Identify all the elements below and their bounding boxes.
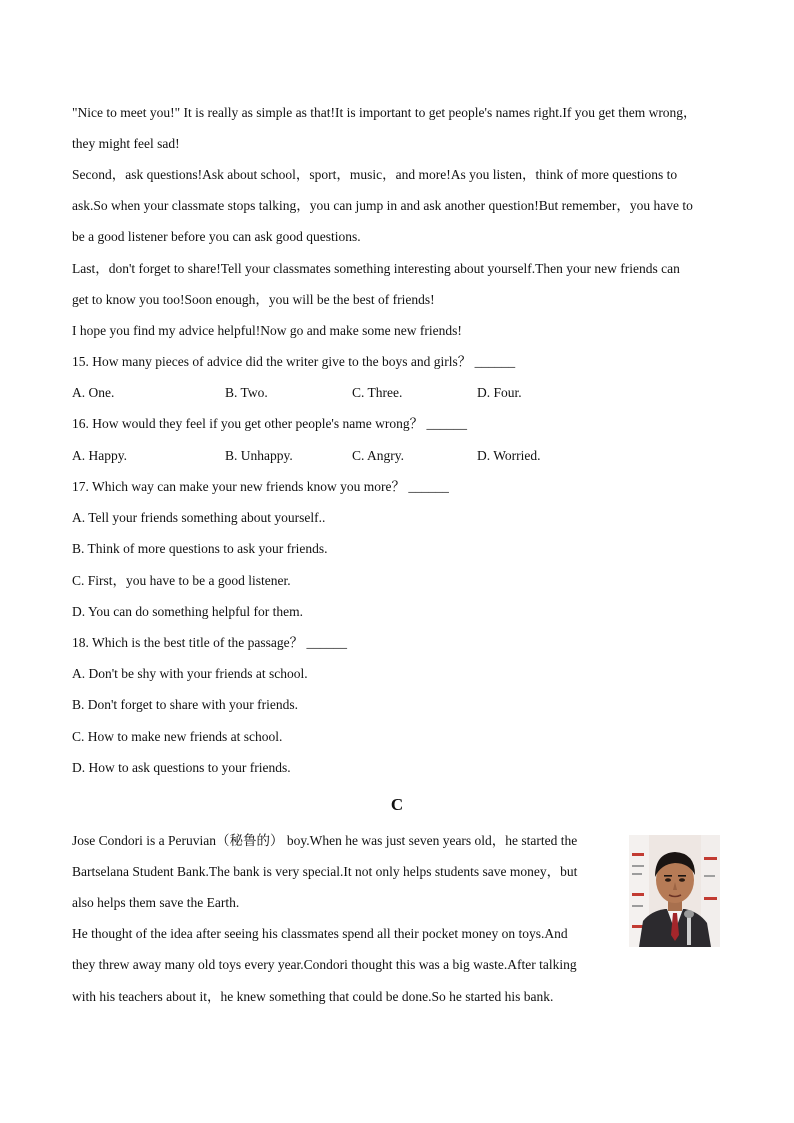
question-16-option-a: A. Happy. — [72, 448, 127, 463]
question-15-option-d: D. Four. — [477, 385, 522, 400]
question-17-option-c: C. First，you have to be a good listener. — [72, 573, 291, 588]
passage-b-line-8: I hope you find my advice helpful!Now go and make some new friends! — [72, 323, 462, 338]
question-16-option-b: B. Unhappy. — [225, 448, 293, 463]
boy-photo — [629, 835, 720, 947]
question-15-option-b: B. Two. — [225, 385, 268, 400]
passage-b-line-3: Second，ask questions!Ask about school，sport，music，and more!As you listen，think of more questions to — [72, 167, 678, 182]
question-15-stem: 15. How many pieces of advice did the writer give to the boys and girls？ ______ — [72, 354, 516, 369]
question-18-option-a: A. Don't be shy with your friends at school. — [72, 666, 308, 681]
question-15-option-a: A. One. — [72, 385, 115, 400]
question-17-option-d: D. You can do something helpful for them. — [72, 604, 303, 619]
passage-c-line-1: Jose Condori is a Peruvian（秘鲁的） boy.When he was just seven years old，he started the — [72, 833, 578, 848]
passage-b-line-4: ask.So when your classmate stops talking，you can jump in and ask another question!But remember，you have to — [72, 198, 693, 213]
passage-c-line-3: also helps them save the Earth. — [72, 895, 240, 910]
passage-c-line-2: Bartselana Student Bank.The bank is very special.It not only helps students save money，but — [72, 864, 578, 879]
passage-c-line-5: they threw away many old toys every year.Condori thought this was a big waste.After talking — [72, 957, 577, 972]
passage-c-line-6: with his teachers about it，he knew something that could be done.So he started his bank. — [72, 989, 554, 1004]
passage-b-line-7: get to know you too!Soon enough，you will be the best of friends! — [72, 292, 435, 307]
question-15-option-c: C. Three. — [352, 385, 403, 400]
question-15-options — [72, 384, 712, 402]
question-17-option-a: A. Tell your friends something about yourself.. — [72, 510, 326, 525]
passage-b-line-6: Last，don't forget to share!Tell your classmates something interesting about yourself.Then your new friends can — [72, 261, 680, 276]
question-18-option-d: D. How to ask questions to your friends. — [72, 760, 291, 775]
passage-c-line-4: He thought of the idea after seeing his classmates spend all their pocket money on toys.And — [72, 926, 568, 941]
question-16-option-c: C. Angry. — [352, 448, 405, 463]
boy-photo-illustration — [629, 835, 720, 947]
question-18-option-c: C. How to make new friends at school. — [72, 729, 283, 744]
question-17-stem: 17. Which way can make your new friends know you more？ ______ — [72, 479, 449, 494]
question-16-options — [72, 447, 712, 465]
passage-b-line-2: they might feel sad! — [72, 136, 180, 151]
section-c-heading: C — [390, 795, 404, 814]
question-18-stem: 18. Which is the best title of the passage？ ______ — [72, 635, 347, 650]
question-16-option-d: D. Worried. — [477, 448, 541, 463]
question-16-stem: 16. How would they feel if you get other people's name wrong？ ______ — [72, 416, 467, 431]
passage-b-line-5: be a good listener before you can ask good questions. — [72, 229, 361, 244]
question-18-option-b: B. Don't forget to share with your friends. — [72, 697, 299, 712]
question-17-option-b: B. Think of more questions to ask your friends. — [72, 541, 328, 556]
passage-b-line-1: "Nice to meet you!" It is really as simple as that!It is important to get people's names right.If you get them wrong， — [72, 105, 697, 120]
